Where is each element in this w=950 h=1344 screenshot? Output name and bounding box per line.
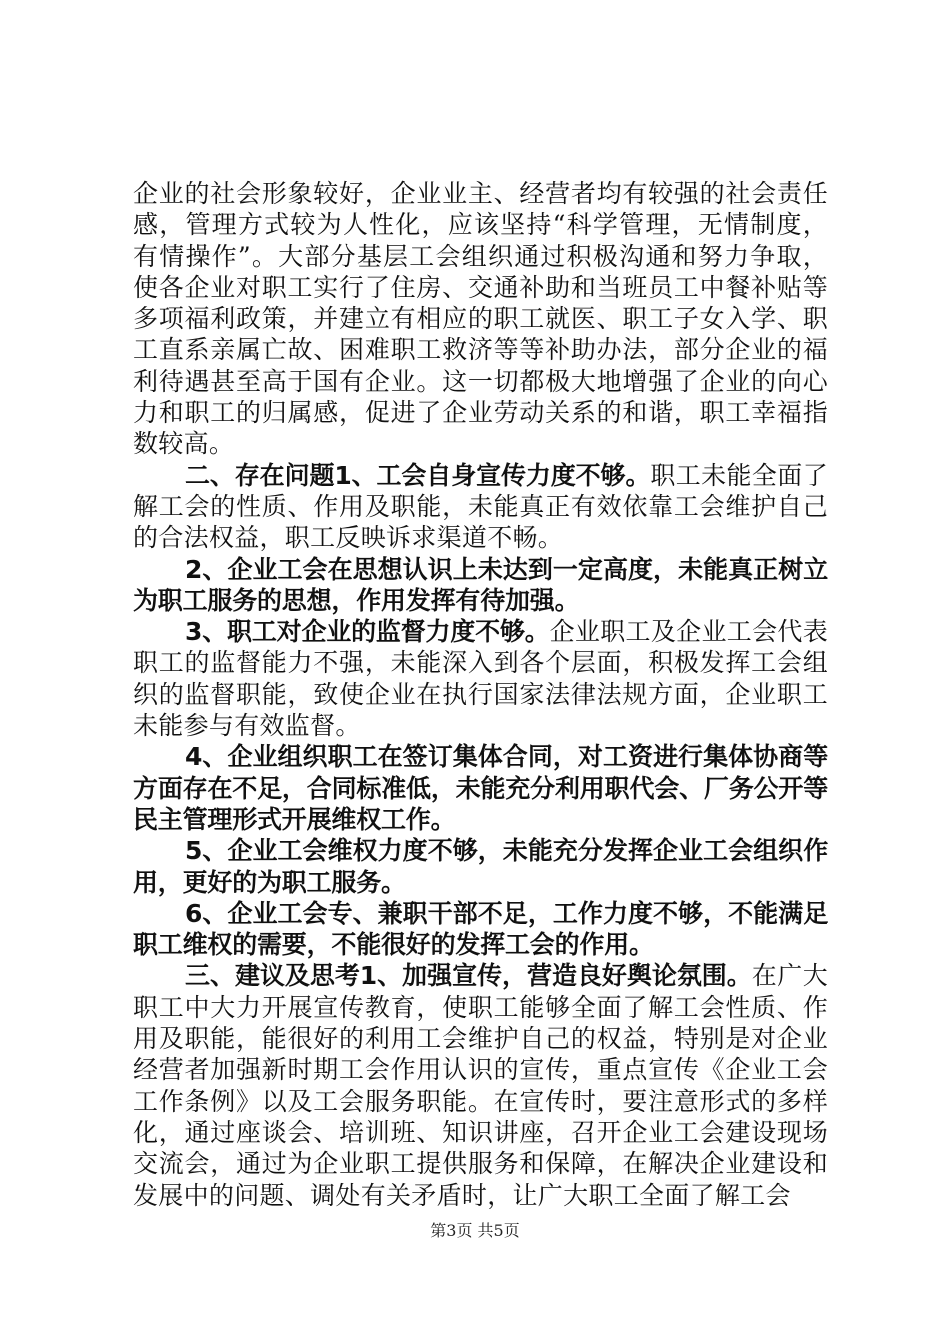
paragraph-7 [133, 898, 828, 961]
paragraph-4 [133, 616, 828, 741]
paragraph-2-heading: 二、存在问题1、工会自身宣传力度不够。 [185, 460, 651, 490]
paragraph-1 [133, 178, 828, 460]
paragraph-6-heading: 5、企业工会维权力度不够，未能充分发挥企业工会组织作用，更好的为职工服务。 [133, 836, 828, 897]
paragraph-3 [133, 554, 828, 617]
paragraph-6 [133, 835, 828, 898]
paragraph-4-text: 企业职工及企业工会代表职工的监督能力不强，未能深入到各个层面，积极发挥工会组织的监督职能，致使企业在执行国家法律法规方面，企业职工未能参与有效监督。 [133, 617, 828, 741]
paragraph-7-heading: 6、企业工会专、兼职干部不足，工作力度不够，不能满足职工维权的需要，不能很好的发挥工会的作用。 [133, 898, 828, 960]
paragraph-8-text: 在广大职工中大力开展宣传教育，使职工能够全面了解工会性质、作用及职能，能很好的利用工会维护自己的权益，特别是对企业经营者加强新时期工会作用认识的宣传，重点宣传《企业工会工作条例》以及工会服务职能。在宣传时，要注意形式的多样化，通过座谈会、培训班、知识讲座，召开企业工会建设现场交流会，通过为企业职工提供服务和保障，在解决企业建设和发展中的问题、调处有关矛盾时，让广大职工全面了解工会 [133, 961, 828, 1210]
body-text [133, 178, 828, 1211]
page-number-footer: 第3页 共5页 [430, 1221, 520, 1240]
paragraph-5 [133, 741, 828, 835]
paragraph-1-text: 企业的社会形象较好，企业业主、经营者均有较强的社会责任感，管理方式较为人性化，应该坚持“科学管理，无情制度，有情操作”。大部分基层工会组织通过积极沟通和努力争取，使各企业对职工实行了住房、交通补助和当班员工中餐补贴等多项福利政策，并建立有相应的职工就医、职工子女入学、职工直系亲属亡故、困难职工救济等等补助办法，部分企业的福利待遇甚至高于国有企业。这一切都极大地增强了企业的向心力和职工的归属感，促进了企业劳动关系的和谐，职工幸福指数较高。 [133, 179, 828, 459]
paragraph-8-heading: 三、建议及思考1、加强宣传，营造良好舆论氛围。 [185, 961, 752, 991]
paragraph-2-text: 职工未能全面了解工会的性质、作用及职能，未能真正有效依靠工会维护自己的合法权益，职工反映诉求渠道不畅。 [133, 460, 828, 553]
paragraph-5-heading: 4、企业组织职工在签订集体合同，对工资进行集体协商等方面存在不足，合同标准低，未能充分利用职代会、厂务公开等民主管理形式开展维权工作。 [133, 742, 828, 834]
paragraph-3-heading: 2、企业工会在思想认识上未达到一定高度，未能真正树立为职工服务的思想，作用发挥有待加强。 [133, 554, 828, 615]
paragraph-4-heading: 3、职工对企业的监督力度不够。 [185, 617, 550, 647]
paragraph-2 [133, 460, 828, 554]
paragraph-8 [133, 960, 828, 1210]
